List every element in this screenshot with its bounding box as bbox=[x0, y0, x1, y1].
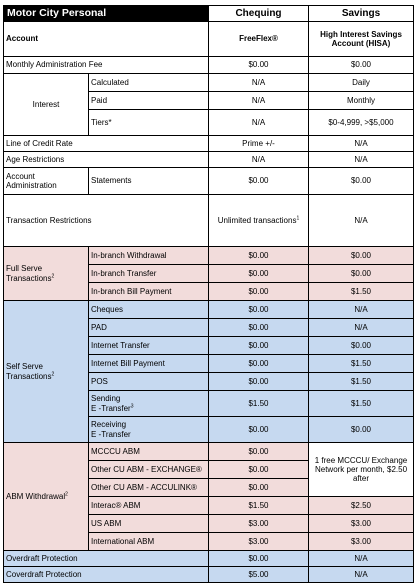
table-row: Other CU ABM - ACCULINK® $0.00 bbox=[4, 479, 414, 497]
abm-label: ABM Withdrawal$^2$ bbox=[4, 443, 89, 551]
table-row: Coverdraft Protection $5.00 N/A bbox=[4, 567, 414, 583]
table-row: Age Restrictions N/A N/A bbox=[4, 152, 414, 168]
table-title: Motor City Personal bbox=[4, 6, 209, 22]
table-row: In-branch Bill Payment $0.00 $1.50 bbox=[4, 283, 414, 301]
table-row: US ABM $3.00 $3.00 bbox=[4, 515, 414, 533]
table-row: Other CU ABM - EXCHANGE® $0.00 bbox=[4, 461, 414, 479]
abm-network-note: 1 free MCCCU/ Exchange Network per month, $2.50 after bbox=[309, 443, 414, 497]
table-row: Receiving E -Transfer $0.00 $0.00 bbox=[4, 417, 414, 443]
table-row: Line of Credit Rate Prime +/- N/A bbox=[4, 136, 414, 152]
chequing-header: Chequing bbox=[209, 6, 309, 22]
table-row: Account Administration Statements $0.00 $0.00 bbox=[4, 168, 414, 195]
table-row: Paid N/A Monthly bbox=[4, 92, 414, 110]
full-serve-label: Full Serve Transactions$^2$ bbox=[4, 247, 89, 301]
table-row: Sending E -Transfer$^3$ $1.50 $1.50 bbox=[4, 391, 414, 417]
table-row: ABM Withdrawal$^2$ MCCCU ABM $0.00 1 free MCCCU/ Exchange Network per month, $2.50 after bbox=[4, 443, 414, 461]
account-label: Account bbox=[4, 22, 209, 57]
account-savings: High Interest Savings Account (HISA) bbox=[309, 22, 414, 57]
table-row: Full Serve Transactions$^2$ In-branch Withdrawal $0.00 $0.00 bbox=[4, 247, 414, 265]
table-row: Internet Transfer $0.00 $0.00 bbox=[4, 337, 414, 355]
fee-schedule-table bbox=[3, 5, 414, 583]
self-serve-label: Self Serve Transactions$^2$ bbox=[4, 301, 89, 443]
table-row: International ABM $3.00 $3.00 bbox=[4, 533, 414, 551]
account-chequing: FreeFlex® bbox=[209, 22, 309, 57]
table-row: PAD $0.00 N/A bbox=[4, 319, 414, 337]
table-row: Interest Calculated N/A Daily bbox=[4, 74, 414, 92]
table-row: POS $0.00 $1.50 bbox=[4, 373, 414, 391]
table-row: Self Serve Transactions$^2$ Cheques $0.00 N/A bbox=[4, 301, 414, 319]
table-row: Overdraft Protection $0.00 N/A bbox=[4, 551, 414, 567]
header-row bbox=[4, 6, 414, 22]
interest-label: Interest bbox=[4, 74, 89, 136]
savings-header: Savings bbox=[309, 6, 414, 22]
table-row: Monthly Administration Fee $0.00 $0.00 bbox=[4, 57, 414, 74]
table-row: Interac® ABM $1.50 $2.50 bbox=[4, 497, 414, 515]
table-row: Transaction Restrictions Unlimited transactions$^1$ N/A bbox=[4, 195, 414, 247]
account-row bbox=[4, 22, 414, 57]
table-row: Internet Bill Payment $0.00 $1.50 bbox=[4, 355, 414, 373]
table-row: In-branch Transfer $0.00 $0.00 bbox=[4, 265, 414, 283]
table-row: Tiers* N/A $0-4,999, >$5,000 bbox=[4, 110, 414, 136]
